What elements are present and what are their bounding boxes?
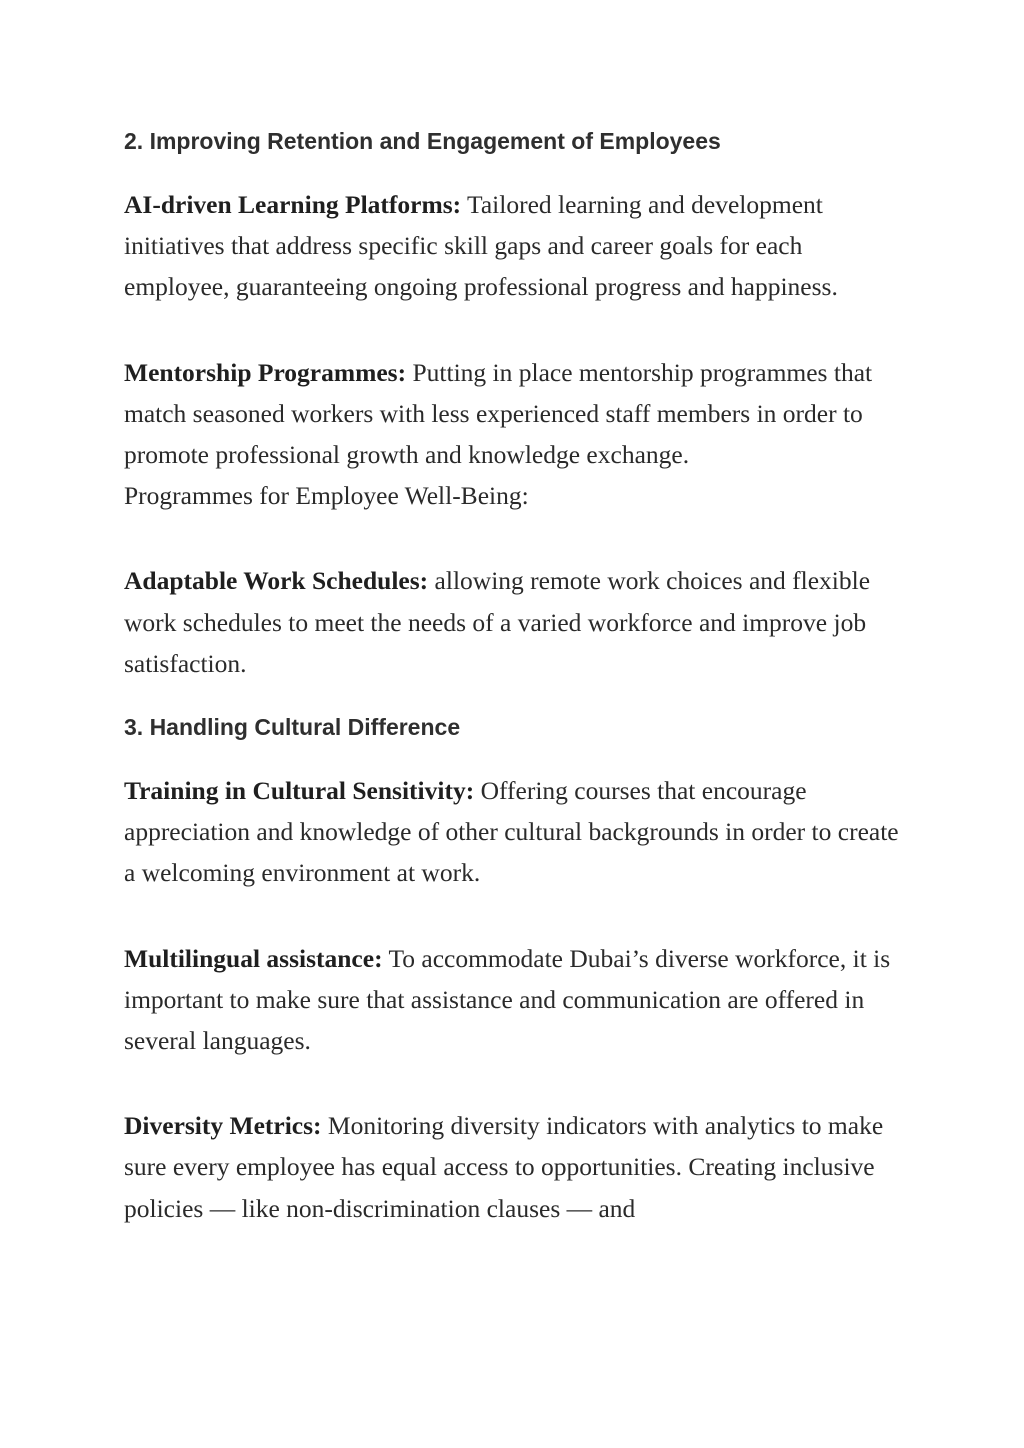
term-description: allowing remote work choices and flexible work schedules to meet the needs of a varied workforce and improve job satisfaction.	[124, 566, 871, 678]
term-label: Diversity Metrics:	[124, 1111, 322, 1141]
term-description: Offering courses that encourage appreciation and knowledge of other cultural backgrounds in order to create a welcoming environment at work.	[124, 776, 899, 888]
term-label: Training in Cultural Sensitivity:	[124, 776, 475, 806]
document-page	[124, 124, 914, 1229]
paragraph-wellbeing-subheading: Programmes for Employee Well-Being:	[124, 481, 529, 511]
paragraph-multilingual-assistance	[124, 938, 914, 1062]
paragraph-diversity-metrics	[124, 1105, 914, 1229]
term-description: Tailored learning and development initiatives that address specific skill gaps and career goals for each employee, guaranteeing ongoing professional progress and happiness.	[124, 190, 838, 302]
term-description: To accommodate Dubai’s diverse workforce, it is important to make sure that assistance and communication are offered in several languages.	[124, 943, 891, 1056]
term-label: Adaptable Work Schedules:	[124, 566, 429, 596]
term-description: Putting in place mentorship programmes that match seasoned workers with less experienced staff members in order to promote professional growth and knowledge exchange.	[124, 357, 873, 470]
paragraph-ai-learning-platforms	[124, 184, 914, 308]
paragraph-mentorship-programmes	[124, 352, 914, 476]
term-description: Monitoring diversity indicators with analytics to make sure every employee has equal access to opportunities. Creating inclusive policies — like non-discrimination clauses — and	[124, 1111, 884, 1223]
paragraph-adaptable-work-schedules	[124, 560, 914, 684]
term-label: Mentorship Programmes:	[124, 357, 407, 387]
term-label: AI-driven Learning Platforms:	[124, 190, 462, 219]
paragraph-cultural-sensitivity-training	[124, 770, 914, 894]
section-heading-culture: 3. Handling Cultural Difference	[124, 714, 461, 741]
term-label: Multilingual assistance:	[124, 943, 383, 973]
section-heading-retention: 2. Improving Retention and Engagement of Employees	[124, 128, 721, 154]
